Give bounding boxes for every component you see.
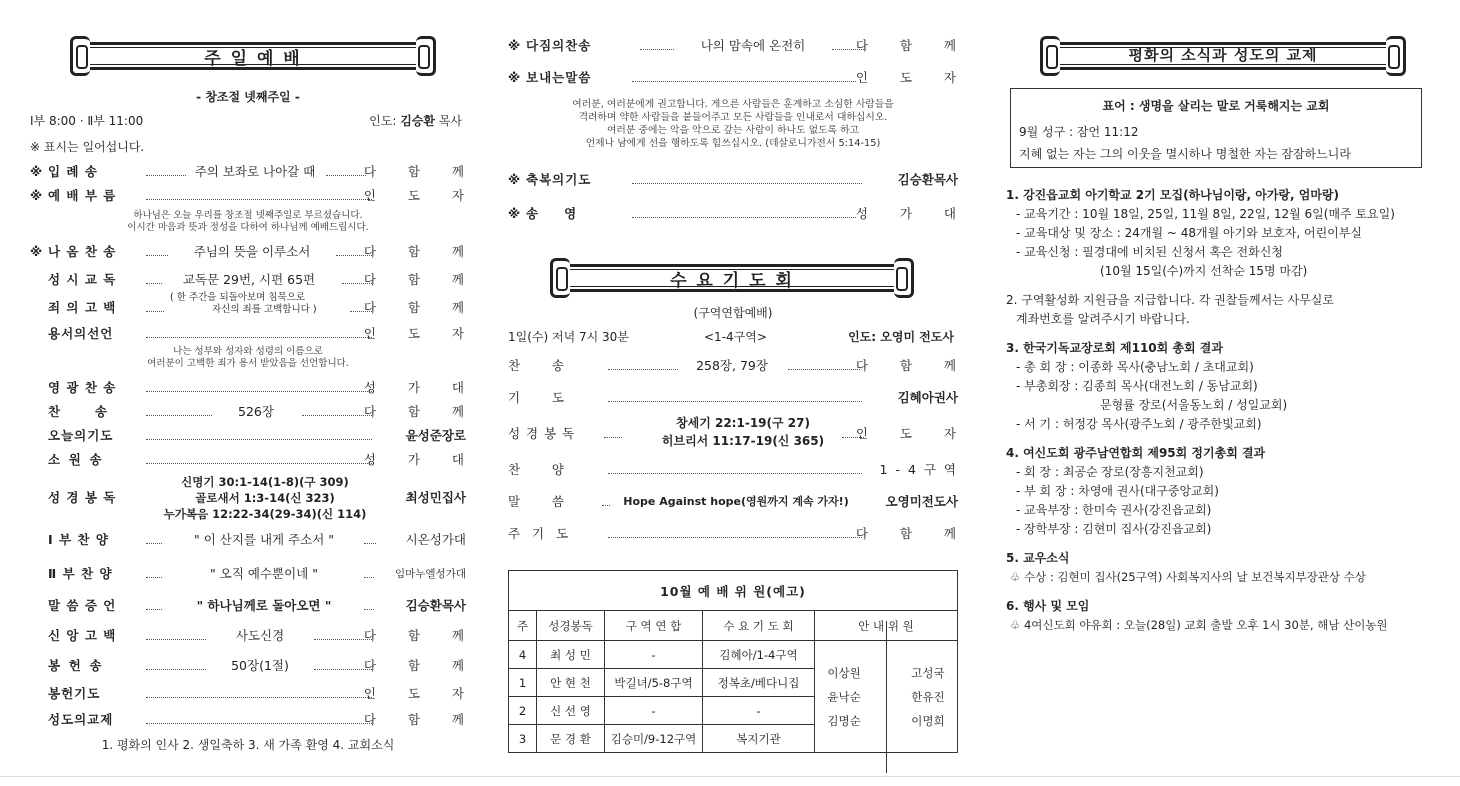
worship-committee-table xyxy=(508,570,958,753)
usher-name: 한유진 xyxy=(911,689,945,704)
order-row xyxy=(508,204,970,224)
reader-cell: 문 경 환 xyxy=(537,725,605,753)
wednesday-cell: 정복초/베다니집 xyxy=(703,669,815,697)
row-label: 보내는말씀 xyxy=(526,70,592,85)
order-row xyxy=(30,710,478,730)
news-line: (10월 15일(수)까지 선착순 15명 마감) xyxy=(1100,264,1308,278)
row-content: 주님의 뜻을 이루소서 xyxy=(193,244,311,259)
order-row xyxy=(30,450,478,470)
call-to-worship-note xyxy=(30,210,466,234)
week-cell: 2 xyxy=(509,697,537,725)
row-label: 나 옴 찬 송 xyxy=(48,244,117,259)
order-row xyxy=(508,388,958,408)
reading-line: 신명기 30:1-14(1-8)(구 309) xyxy=(181,475,349,489)
news-line: ♧ 4여신도회 야유회 : 오늘(28일) 교회 출발 오후 1시 30분, 해남 산이농원 xyxy=(1010,618,1388,632)
order-row xyxy=(508,492,958,512)
table-header-row xyxy=(509,611,958,641)
row-performer: 인 도 자 xyxy=(855,70,970,85)
news-heading: 6. 행사 및 모임 xyxy=(1006,599,1090,613)
news-line: 계좌번호를 알려주시기 바랍니다. xyxy=(1016,312,1190,326)
reader-cell: 신 선 영 xyxy=(537,697,605,725)
row-performer: 성 가 대 xyxy=(855,206,970,221)
row-label: 주 기 도 xyxy=(508,526,569,541)
row-performer: 성 가 대 xyxy=(363,380,478,395)
week-cell: 4 xyxy=(509,641,537,669)
row-label: 오늘의기도 xyxy=(48,428,114,443)
column-header: 주 xyxy=(509,611,537,641)
news-line: - 회 장 : 최공순 장로(장흥지천교회) xyxy=(1016,465,1204,479)
order-row xyxy=(30,530,466,550)
row-content: " 오직 예수뿐이네 " xyxy=(210,566,318,581)
order-row xyxy=(30,186,478,206)
news-heading: 1. 강진읍교회 아기학교 2기 모집(하나님이랑, 아가랑, 엄마랑) xyxy=(1006,188,1340,202)
news-line: - 부총회장 : 김종희 목사(대전노회 / 동남교회) xyxy=(1016,379,1258,393)
order-row xyxy=(30,488,466,508)
order-row xyxy=(508,424,970,444)
row-label: Ⅰ 부 찬 양 xyxy=(48,532,109,547)
order-row xyxy=(508,68,970,88)
wednesday-column xyxy=(508,0,970,786)
stand-mark: ※ xyxy=(508,172,521,187)
sending-words-note xyxy=(508,98,958,150)
wednesday-leader: 인도: 오영미 전도사 xyxy=(848,330,954,344)
wednesday-cell: 복지기관 xyxy=(703,725,815,753)
row-performer: 시온성가대 xyxy=(405,532,466,547)
usher-name: 이명희 xyxy=(911,713,945,728)
leader-label: 인도: xyxy=(369,114,397,128)
week-cell: 1 xyxy=(509,669,537,697)
reading-line: 누가복음 12:22-34(29-34)(신 114) xyxy=(163,507,367,521)
reading-line: 골로새서 1:3-14(신 323) xyxy=(195,491,335,505)
reader-cell: 안 현 천 xyxy=(537,669,605,697)
column-header: 성경봉독 xyxy=(537,611,605,641)
news-line: - 총 회 장 : 이종화 목사(충남노회 / 초대교회) xyxy=(1016,360,1254,374)
wednesday-subtitle: (구역연합예배) xyxy=(693,306,773,320)
note-line: 격려하며 약한 사람들을 붙들어주고 모든 사람들을 인내로서 대하십시오. xyxy=(578,112,888,123)
service-leader xyxy=(369,112,462,129)
wednesday-banner xyxy=(550,258,914,298)
absolution-note xyxy=(30,346,466,370)
stand-note: ※ 표시는 일어섭니다. xyxy=(30,140,145,154)
row-performer: 인 도 자 xyxy=(363,326,478,341)
stand-mark: ※ xyxy=(508,38,521,53)
row-label: 성 시 교 독 xyxy=(48,272,117,287)
usher-name: 김명순 xyxy=(827,713,861,728)
note-line: 여러분이 고백한 죄가 용서 받았음을 선언합니다. xyxy=(147,358,349,369)
row-performer: 다 함 께 xyxy=(855,38,970,53)
row-label: 입 례 송 xyxy=(48,164,98,179)
wednesday-zone: <1-4구역> xyxy=(704,330,767,344)
row-label: 봉 헌 송 xyxy=(48,658,102,673)
leader-title: 목사 xyxy=(438,114,462,128)
order-row xyxy=(30,162,478,182)
row-performer: 다 함 께 xyxy=(855,358,970,373)
row-performer: 김승환목사 xyxy=(897,172,958,187)
fellowship-note: 1. 평화의 인사 2. 생일축하 3. 새 가족 환영 4. 교회소식 xyxy=(101,738,395,752)
order-row xyxy=(30,378,478,398)
news-column xyxy=(1002,0,1432,786)
order-row xyxy=(508,36,970,56)
wednesday-cell: 김혜아/1-4구역 xyxy=(703,641,815,669)
order-row xyxy=(30,402,478,422)
row-label: 용서의선언 xyxy=(48,326,114,341)
row-label: 영 광 찬 송 xyxy=(48,380,117,395)
row-performer: 인 도 자 xyxy=(363,188,478,203)
ushers-column-a xyxy=(827,661,860,733)
row-label: 예 배 부 름 xyxy=(48,188,117,203)
row-performer: 성 가 대 xyxy=(363,452,478,467)
usher-name: 이상원 xyxy=(827,665,861,680)
note-line: 여러분 중에는 악을 악으로 갚는 사람이 하나도 없도록 하고 xyxy=(606,125,860,136)
row-label: 성 경 봉 독 xyxy=(508,426,576,441)
news-line: - 교육신청 : 필경대에 비치된 신청서 혹은 전화신청 xyxy=(1016,245,1283,259)
zone-cell: - xyxy=(605,697,703,725)
row-label: Ⅱ 부 찬 양 xyxy=(48,566,113,581)
motto-text: 표어 : 생명을 살리는 말로 거룩해지는 교회 xyxy=(1102,99,1330,113)
row-label: 찬 송 xyxy=(48,404,107,419)
order-row xyxy=(508,460,958,480)
row-label: 다짐의찬송 xyxy=(526,38,592,53)
news-line: - 서 기 : 허정강 목사(광주노회 / 광주한빛교회) xyxy=(1016,417,1262,431)
row-label: 찬 송 xyxy=(508,358,564,373)
order-row xyxy=(508,356,970,376)
news-heading: 4. 여신도회 광주남연합회 제95회 정기총회 결과 xyxy=(1006,446,1266,460)
order-row xyxy=(30,656,478,676)
column-header: 구 역 연 합 xyxy=(605,611,703,641)
row-performer: 다 함 께 xyxy=(363,164,478,179)
news-list xyxy=(1006,186,1395,635)
stand-mark: ※ xyxy=(30,244,43,259)
note-line: 이시간 마음과 뜻과 정성을 다하여 하나님께 예배드립시다. xyxy=(127,222,369,233)
zone-cell: - xyxy=(605,641,703,669)
row-label: 죄 의 고 백 xyxy=(48,300,117,315)
row-label: 성도의교제 xyxy=(48,712,114,727)
row-content: 사도신경 xyxy=(235,628,285,643)
order-row xyxy=(508,524,970,544)
order-row xyxy=(30,324,478,344)
stand-mark: ※ xyxy=(508,70,521,85)
banner-title: 평화의 소식과 성도의 교제 xyxy=(1128,46,1318,64)
note-line: 언제나 남에게 선을 행하도록 힘쓰십시오. (데살로니가전서 5:14-15) xyxy=(585,138,881,149)
zone-cell: 김승미/9-12구역 xyxy=(605,725,703,753)
row-performer: 인 도 자 xyxy=(363,686,478,701)
row-content: 258장, 79장 xyxy=(696,358,768,373)
news-heading: 2. 구역활성화 지원금을 지급합니다. 각 권찰들께서는 사무실로 xyxy=(1006,293,1334,307)
reader-cell: 최 성 민 xyxy=(537,641,605,669)
order-row xyxy=(508,170,958,190)
row-label: 말 씀 증 언 xyxy=(48,598,117,613)
usher-name: 윤낙순 xyxy=(827,689,861,704)
row-content: " 이 산지를 내게 주소서 " xyxy=(193,532,335,547)
row-content: 526장 xyxy=(238,404,274,419)
row-performer: 김혜아권사 xyxy=(897,390,958,405)
stand-mark: ※ xyxy=(30,164,43,179)
row-performer: 다 함 께 xyxy=(363,244,478,259)
row-performer: 다 함 께 xyxy=(363,712,478,727)
news-line: - 교육대상 및 장소 : 24개월 ~ 48개월 아기와 보호자, 어린이부실 xyxy=(1016,226,1362,240)
row-content: Hope Against hope(영원까지 계속 가자!) xyxy=(623,495,849,508)
reading-line: 히브리서 11:17-19(신 365) xyxy=(661,434,825,448)
news-line: - 장학부장 : 김현미 집사(강진읍교회) xyxy=(1016,522,1212,536)
row-label: 찬 양 xyxy=(508,462,564,477)
order-row xyxy=(30,626,478,646)
leader-name: 김승환 xyxy=(400,114,435,128)
row-performer: 다 함 께 xyxy=(855,526,970,541)
ushers-column-b xyxy=(911,661,944,733)
service-subtitle: - 창조절 넷째주일 - xyxy=(196,90,300,104)
ushers-cell xyxy=(815,641,958,753)
row-content: 주의 보좌로 나아갈 때 xyxy=(194,164,316,179)
row-performer: 다 함 께 xyxy=(363,272,478,287)
week-cell: 3 xyxy=(509,725,537,753)
row-performer: 다 함 께 xyxy=(363,658,478,673)
note-line: 여러분, 여러분에게 권고합니다. 게으른 사람들은 훈계하고 소심한 사람들을 xyxy=(572,99,894,110)
reading-line: 창세기 22:1-19(구 27) xyxy=(676,416,810,430)
row-label: 축복의기도 xyxy=(526,172,592,187)
table-caption: 10월 예 배 위 원(예고) xyxy=(509,571,958,611)
order-row xyxy=(30,292,478,318)
row-content: " 하나님께로 돌아오면 " xyxy=(196,598,332,613)
news-line: 문형률 장로(서울동노회 / 성일교회) xyxy=(1100,398,1288,412)
banner-title: 주 일 예 배 xyxy=(204,49,302,69)
stand-mark: ※ xyxy=(30,188,43,203)
row-performer: 인 도 자 xyxy=(855,426,970,441)
row-performer: 오영미전도사 xyxy=(885,494,958,509)
order-row xyxy=(30,426,466,446)
news-line: - 교육부장 : 한미숙 권사(강진읍교회) xyxy=(1016,503,1212,517)
news-heading: 3. 한국기독교장로회 제110회 총회 결과 xyxy=(1006,341,1223,355)
verse-text: 지혜 없는 자는 그의 이웃을 멸시하나 명철한 자는 잠잠하느니라 xyxy=(1019,147,1351,161)
news-heading: 5. 교우소식 xyxy=(1006,551,1070,565)
row-performer: 다 함 께 xyxy=(363,404,478,419)
note-line: ( 한 주간을 되돌아보며 침묵으로 xyxy=(170,292,306,303)
row-performer: 김승환목사 xyxy=(405,598,466,613)
row-label: 봉헌기도 xyxy=(48,686,101,701)
column-header: 안 내 위 원 xyxy=(815,611,958,641)
stand-mark: ※ xyxy=(508,206,521,221)
row-content: 나의 맘속에 온전히 xyxy=(700,38,806,53)
zone-cell: 박길녀/5-8구역 xyxy=(605,669,703,697)
sunday-service-column xyxy=(30,0,478,786)
row-label: 말 씀 xyxy=(508,494,564,509)
row-label: 기 도 xyxy=(508,390,564,405)
motto-box xyxy=(1010,88,1422,168)
order-row xyxy=(30,596,466,616)
verse-reference: 9월 성구 : 잠언 11:12 xyxy=(1019,125,1139,139)
usher-name: 고성국 xyxy=(911,665,945,680)
news-line: ♧ 수상 : 김현미 집사(25구역) 사회복지사의 날 보건복지부장관상 수상 xyxy=(1010,570,1366,584)
service-time: Ⅰ부 8:00 · Ⅱ부 11:00 xyxy=(30,114,144,128)
row-label: 송 영 xyxy=(526,206,577,221)
news-banner xyxy=(1040,36,1406,76)
order-row xyxy=(30,270,478,290)
row-label: 신 앙 고 백 xyxy=(48,628,117,643)
column-header: 수 요 기 도 회 xyxy=(703,611,815,641)
order-row xyxy=(30,684,478,704)
order-row xyxy=(30,564,466,584)
wednesday-time: 1일(수) 저녁 7시 30분 xyxy=(508,330,629,344)
news-line: - 부 회 장 : 차영애 권사(대구중앙교회) xyxy=(1016,484,1219,498)
row-performer: 윤성준장로 xyxy=(405,428,466,443)
order-row xyxy=(30,242,478,262)
row-performer: 다 함 께 xyxy=(363,628,478,643)
banner-title: 수 요 기 도 회 xyxy=(670,271,794,291)
table-row xyxy=(509,641,958,669)
note-line: 하나님은 오늘 우리를 창조절 넷째주일로 부르셨습니다. xyxy=(133,210,363,221)
row-performer: 다 함 께 xyxy=(363,300,478,315)
row-performer: 임마누엘성가대 xyxy=(394,568,466,580)
row-label: 소 원 송 xyxy=(48,452,102,467)
row-performer: 1 - 4 구 역 xyxy=(879,462,958,477)
confession-note xyxy=(170,292,350,316)
note-line: 자신의 죄를 고백합니다 ) xyxy=(212,304,317,315)
note-line: 나는 성부와 성자와 성령의 이름으로 xyxy=(173,346,323,357)
row-content: 50장(1절) xyxy=(231,658,289,673)
row-content: 교독문 29번, 시편 65편 xyxy=(182,272,316,287)
news-line: - 교육기간 : 10월 18일, 25일, 11월 8일, 22일, 12월 6일(매주 토요일) xyxy=(1016,207,1395,221)
wednesday-cell: - xyxy=(703,697,815,725)
row-performer: 최성민집사 xyxy=(405,490,466,505)
row-label: 성 경 봉 독 xyxy=(48,490,117,505)
sunday-service-banner xyxy=(70,36,436,76)
